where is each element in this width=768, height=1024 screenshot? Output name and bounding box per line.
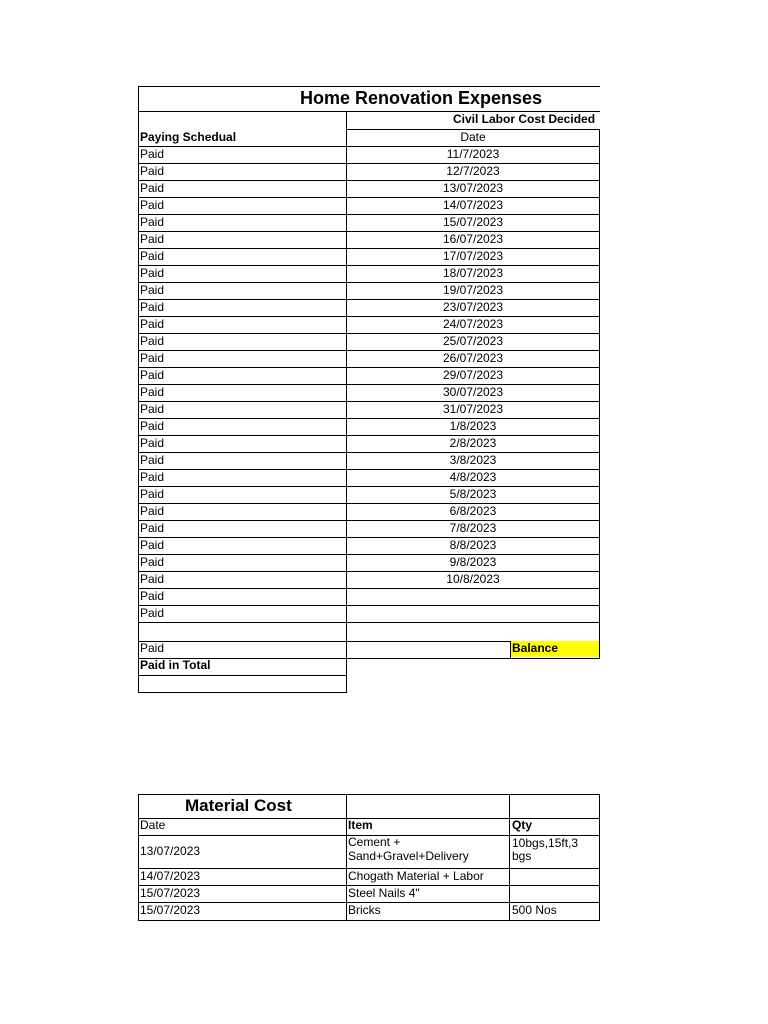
paying-status-cell: Paid xyxy=(140,504,165,518)
paying-status-cell: Paid xyxy=(140,147,165,161)
material-item-cell: Bricks xyxy=(348,903,381,917)
material-date-cell: 13/07/2023 xyxy=(140,844,201,858)
paying-status-cell: Paid xyxy=(140,215,165,229)
paying-status-cell: Paid xyxy=(140,572,165,586)
paying-status-cell: Paid xyxy=(140,266,165,280)
grid-line xyxy=(138,86,139,693)
payment-date-cell: 10/8/2023 xyxy=(446,572,500,586)
grid-line xyxy=(509,794,510,921)
payment-date-cell: 4/8/2023 xyxy=(449,470,497,484)
payment-date-cell: 13/07/2023 xyxy=(442,181,504,195)
grid-line xyxy=(510,641,511,658)
material-item-cell: Cement + xyxy=(348,835,401,849)
grid-line xyxy=(599,794,600,921)
payment-date-cell: 7/8/2023 xyxy=(449,521,497,535)
paying-status-cell: Paid xyxy=(140,164,165,178)
paying-status-cell: Paid xyxy=(140,402,165,416)
paying-status-cell: Paid xyxy=(140,249,165,263)
paying-status-cell: Paid xyxy=(140,368,165,382)
payment-date-cell: 31/07/2023 xyxy=(442,402,504,416)
material-qty-cell: bgs xyxy=(512,849,532,863)
payment-date-cell: 14/07/2023 xyxy=(442,198,504,212)
payment-date-cell: 8/8/2023 xyxy=(449,538,497,552)
paying-status-cell: Paid xyxy=(140,317,165,331)
material-item-cell: Steel Nails 4" xyxy=(348,886,420,900)
material-date-cell: 15/07/2023 xyxy=(140,903,201,917)
paying-status-cell: Paid xyxy=(140,181,165,195)
grid-line xyxy=(138,692,347,693)
payment-date-cell: 2/8/2023 xyxy=(449,436,497,450)
payment-date-cell: 23/07/2023 xyxy=(442,300,504,314)
civil-labor-label: Civil Labor Cost Decided xyxy=(453,112,596,126)
material-qty-cell: 10bgs,15ft,3 xyxy=(512,836,579,850)
paying-status-cell: Paid xyxy=(140,300,165,314)
payment-date-cell: 15/07/2023 xyxy=(442,215,504,229)
payment-date-cell: 26/07/2023 xyxy=(442,351,504,365)
payment-date-cell: 5/8/2023 xyxy=(449,487,497,501)
grid-line xyxy=(138,588,600,589)
payment-date-cell: 30/07/2023 xyxy=(442,385,504,399)
paying-status-cell: Paid xyxy=(140,385,165,399)
paying-status-cell: Paid xyxy=(140,351,165,365)
last-paid-cell: Paid xyxy=(140,641,165,655)
material-date-header: Date xyxy=(140,818,166,832)
payment-date-cell: 19/07/2023 xyxy=(442,283,504,297)
paying-status-cell: Paid xyxy=(140,453,165,467)
payment-date-cell: 24/07/2023 xyxy=(442,317,504,331)
material-date-cell: 14/07/2023 xyxy=(140,869,201,883)
material-qty-cell: 500 Nos xyxy=(512,903,557,917)
paying-status-cell: Paid xyxy=(140,198,165,212)
payment-date-cell: 29/07/2023 xyxy=(442,368,504,382)
payment-date-cell: 12/7/2023 xyxy=(446,164,500,178)
date-header: Date xyxy=(460,130,486,144)
grid-line xyxy=(138,794,139,921)
payment-date-cell: 9/8/2023 xyxy=(449,555,497,569)
grid-line xyxy=(138,920,600,921)
material-title: Material Cost xyxy=(185,796,292,815)
payment-date-cell: 16/07/2023 xyxy=(442,232,504,246)
paying-status-cell: Paid xyxy=(140,436,165,450)
balance-label: Balance xyxy=(512,641,559,655)
material-item-cell: Chogath Material + Labor xyxy=(348,869,484,883)
paying-status-cell: Paid xyxy=(140,419,165,433)
grid-line xyxy=(599,129,600,658)
payment-date-cell: 25/07/2023 xyxy=(442,334,504,348)
expenses-title: Home Renovation Expenses xyxy=(300,88,543,108)
paying-status-cell: Paid xyxy=(140,232,165,246)
payment-date-cell: 6/8/2023 xyxy=(449,504,497,518)
paying-status-cell: Paid xyxy=(140,470,165,484)
paying-status-cell: Paid xyxy=(140,538,165,552)
payment-date-cell: 3/8/2023 xyxy=(449,453,497,467)
payment-date-cell: 17/07/2023 xyxy=(442,249,504,263)
payment-date-cell: 11/7/2023 xyxy=(446,147,500,161)
material-item-header: Item xyxy=(348,818,373,832)
paying-status-cell: Paid xyxy=(140,606,165,620)
paying-schedule-header: Paying Schedual xyxy=(140,130,237,144)
paying-status-cell: Paid xyxy=(140,521,165,535)
paid-in-total-label: Paid in Total xyxy=(140,658,211,672)
grid-line xyxy=(138,622,600,623)
grid-line xyxy=(138,605,600,606)
grid-line xyxy=(346,794,347,921)
material-item-cell: Sand+Gravel+Delivery xyxy=(348,849,469,863)
material-qty-header: Qty xyxy=(512,818,533,832)
paying-status-cell: Paid xyxy=(140,487,165,501)
payment-date-cell: 18/07/2023 xyxy=(442,266,504,280)
payment-date-cell: 1/8/2023 xyxy=(449,419,497,433)
material-date-cell: 15/07/2023 xyxy=(140,886,201,900)
paying-status-cell: Paid xyxy=(140,589,165,603)
paying-status-cell: Paid xyxy=(140,555,165,569)
grid-line xyxy=(138,675,347,676)
paying-status-cell: Paid xyxy=(140,283,165,297)
paying-status-cell: Paid xyxy=(140,334,165,348)
